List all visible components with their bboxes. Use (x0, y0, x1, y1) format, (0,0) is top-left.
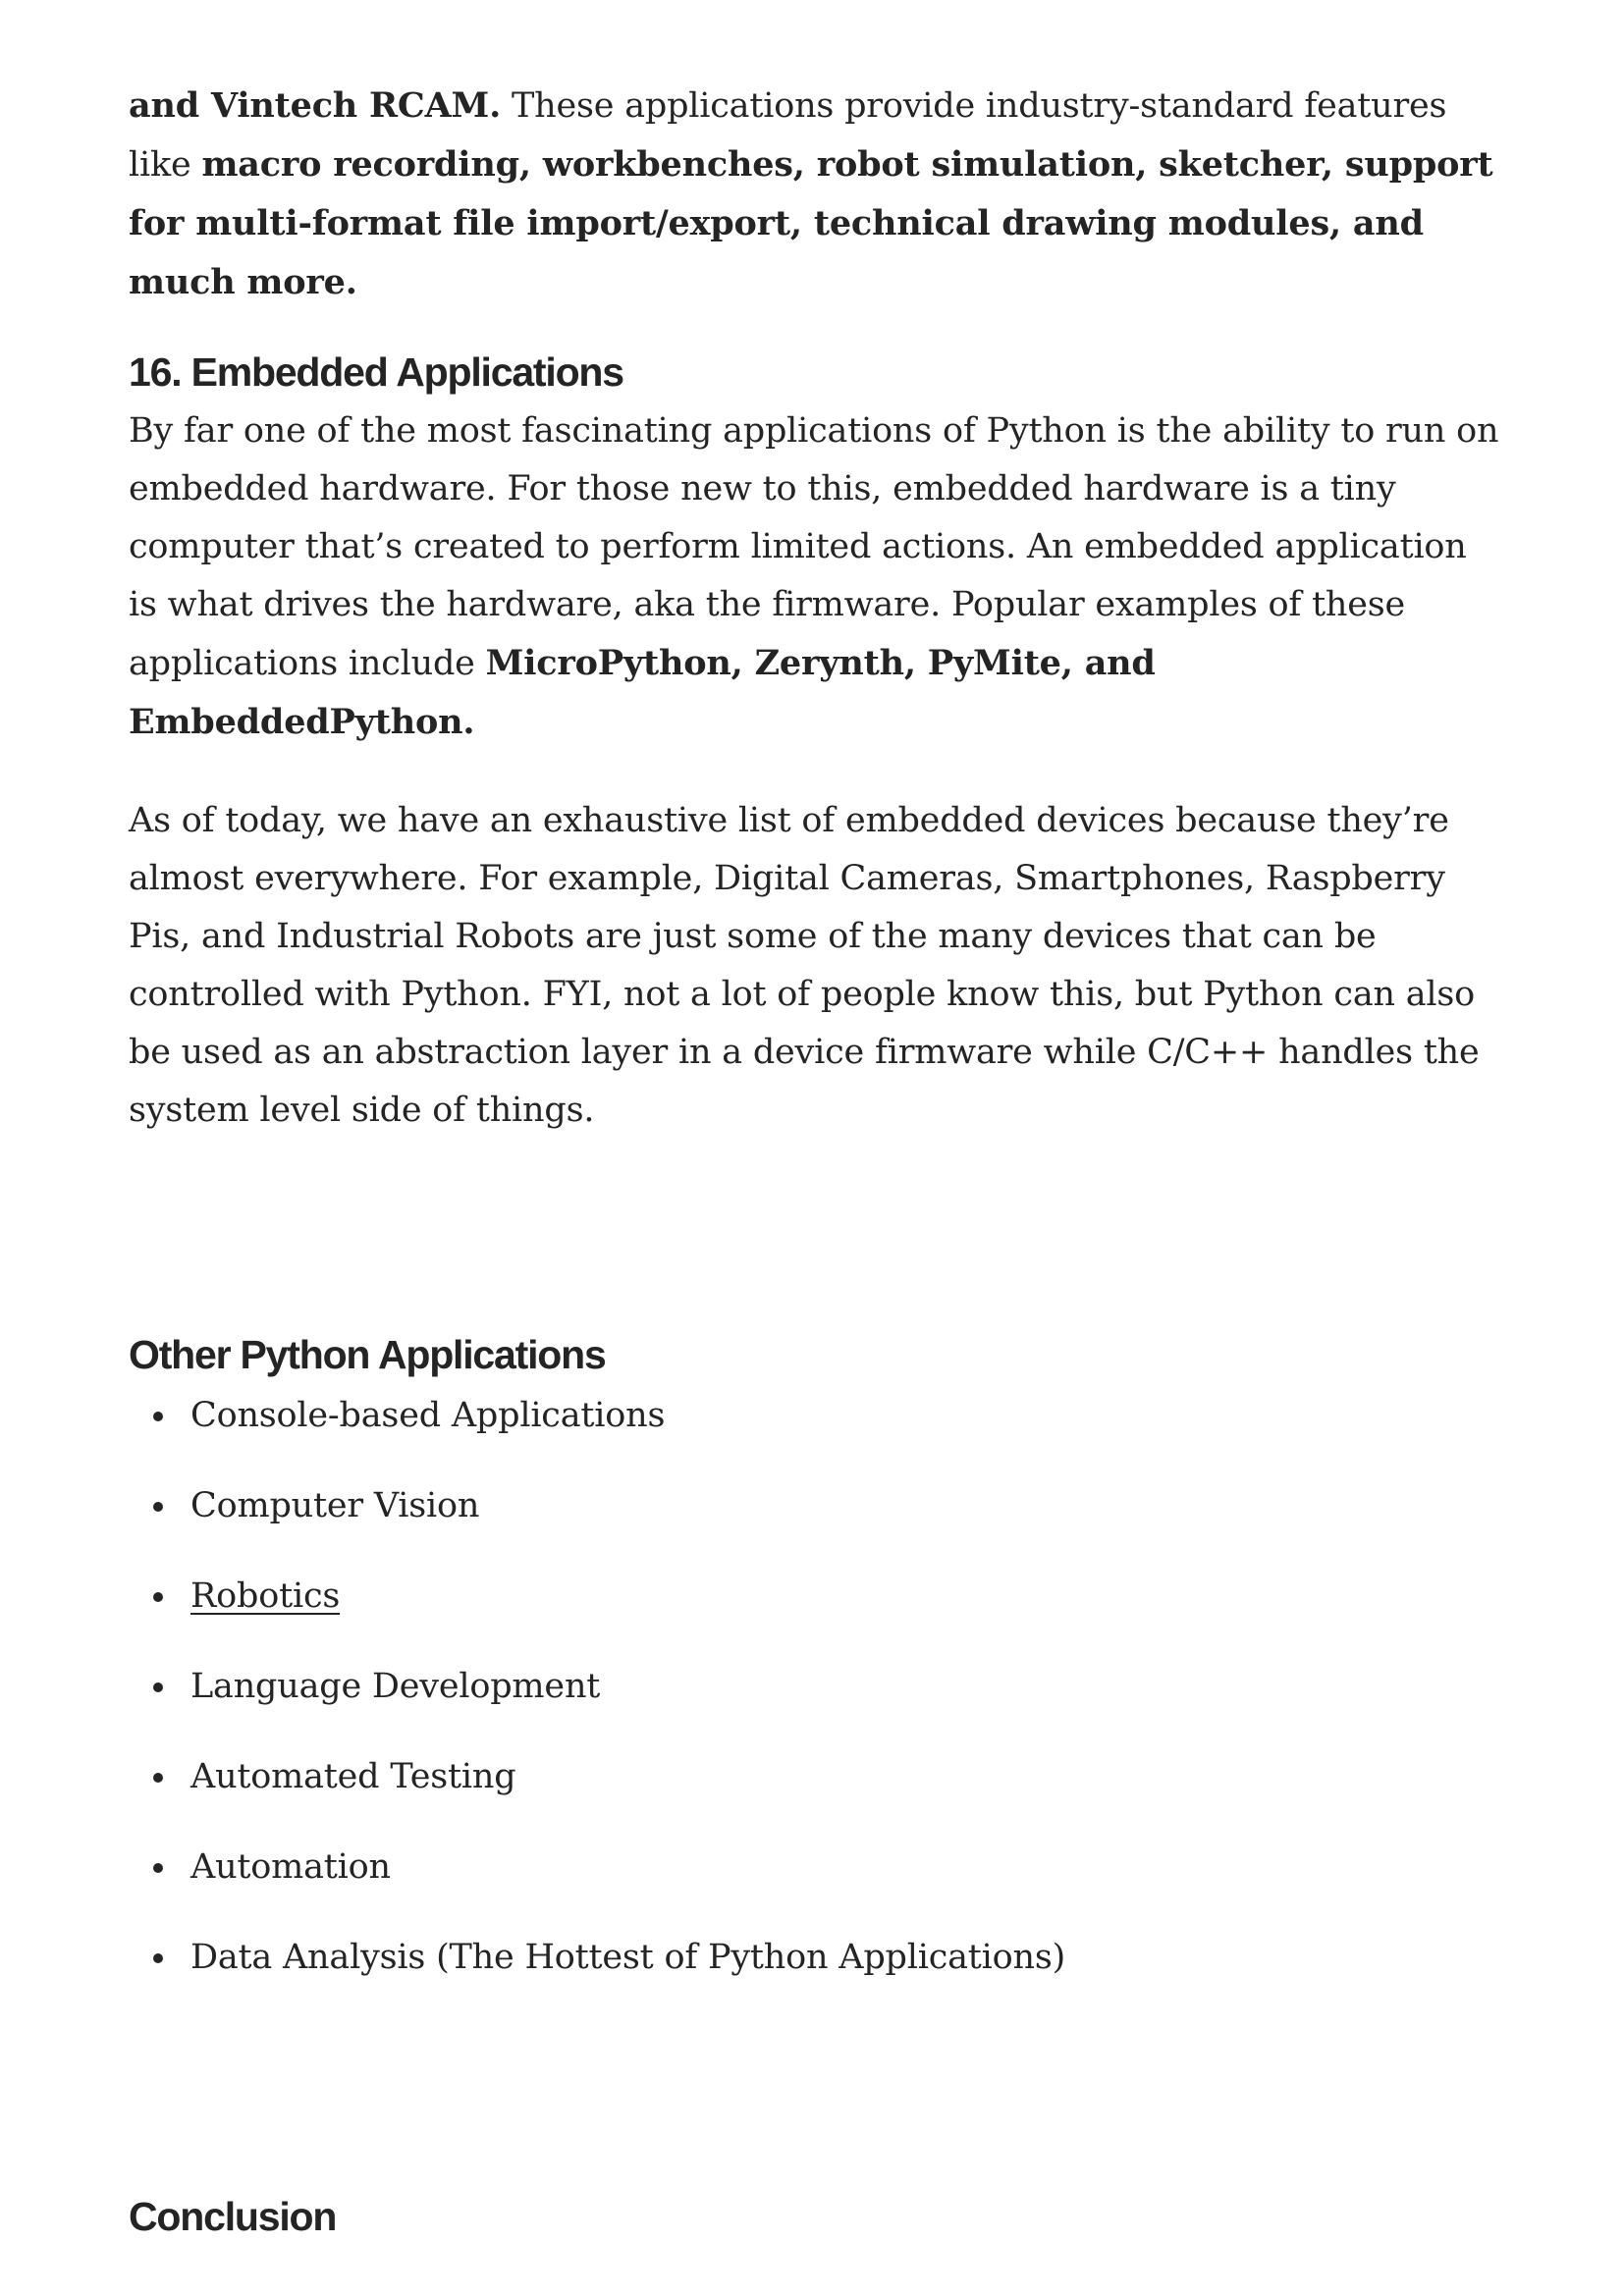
embedded-paragraph-2: As of today, we have an exhaustive list of embedded devices because they’re almost everywhere. For example, Digital Cameras, Smartphones, Raspberry Pis, and Industrial Robots are just some of the many devices that can be controlled with Python. FYI, not a lot of people know this, but Python can also be used as an abstraction layer in a device firmware while C/C++ handles the system level side of things. (129, 801, 1480, 1130)
bullet-icon (153, 1682, 163, 1692)
robotics-link[interactable]: Robotics (190, 1576, 341, 1616)
list-item (129, 1748, 1503, 1806)
intro-bold-rcam: and Vintech RCAM. (129, 85, 502, 126)
bullet-icon (153, 1863, 163, 1873)
list-item (129, 1477, 1503, 1535)
intro-bold-features: macro recording, workbenches, robot simulation, sketcher, support for multi-format file import/export, technical drawing modules, and much more. (129, 144, 1493, 302)
bullet-icon (153, 1953, 163, 1963)
section-heading-other-applications: Other Python Applications (129, 1332, 606, 1377)
section-heading-conclusion: Conclusion (129, 2194, 337, 2239)
bullet-icon (153, 1773, 163, 1783)
embedded-paragraph-1-text: By far one of the most fascinating applications of Python is the ability to run on embedded hardware. For those new to this, embedded hardware is a tiny computer that’s created to perform limited actions. An embedded application is what drives the hardware, aka the firmware. Popular examples of these applications include (129, 411, 1499, 683)
intro-text: These applications provide industry-standard features like (129, 86, 1447, 185)
list-item-label: Automation (190, 1847, 391, 1887)
list-item (129, 1387, 1503, 1445)
intro-paragraph (129, 77, 1503, 312)
embedded-paragraph-1 (129, 402, 1503, 752)
list-item-label: Language Development (190, 1667, 601, 1706)
section-heading-embedded: 16. Embedded Applications (129, 349, 623, 395)
list-item-label: Computer Vision (190, 1486, 480, 1525)
other-applications-list (129, 1387, 1503, 1987)
list-item-label: Data Analysis (The Hottest of Python Applications) (190, 1938, 1066, 1977)
list-item (129, 1929, 1503, 1987)
list-item-label: Automated Testing (190, 1757, 516, 1796)
article-body (129, 77, 1503, 2241)
bullet-icon (153, 1592, 163, 1602)
list-item (129, 1568, 1503, 1626)
list-item (129, 1658, 1503, 1716)
list-item-label: Console-based Applications (190, 1396, 666, 1435)
bullet-icon (153, 1502, 163, 1512)
embedded-paragraph-1-bold: MicroPython, Zerynth, PyMite, and EmbeddedPython. (129, 643, 1156, 742)
list-item (129, 1839, 1503, 1896)
bullet-icon (153, 1412, 163, 1421)
